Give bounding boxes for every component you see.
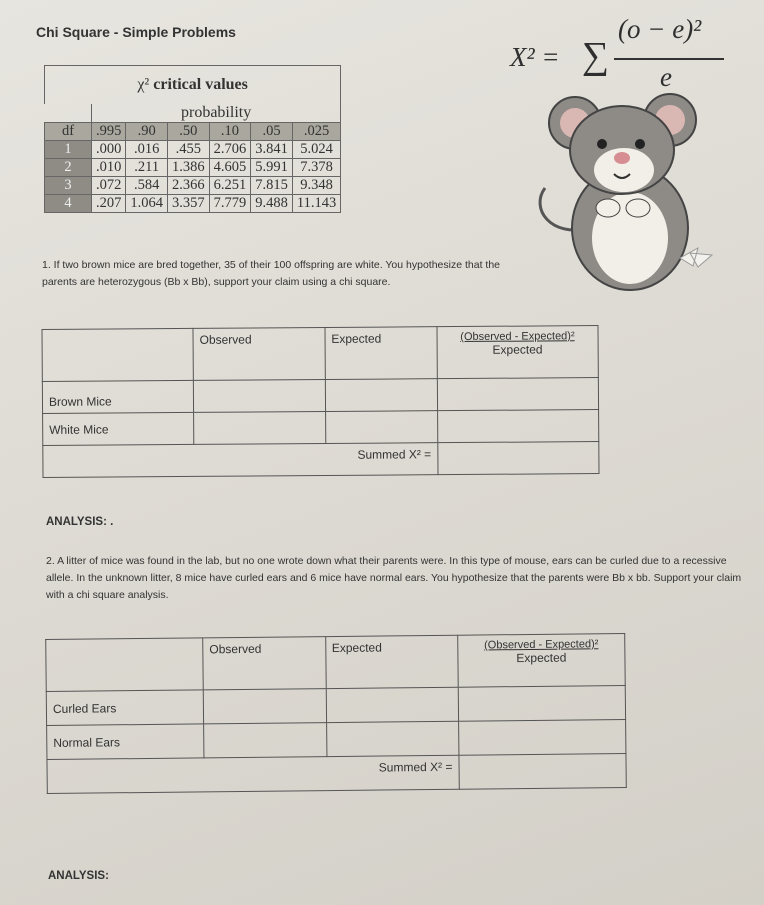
- row-label: Normal Ears: [47, 724, 204, 760]
- summed-cell[interactable]: [459, 753, 626, 789]
- value-cell: 7.779: [209, 195, 251, 213]
- value-cell: .211: [126, 159, 168, 177]
- result-cell[interactable]: [458, 685, 625, 721]
- observed-cell[interactable]: [203, 689, 326, 724]
- result-cell[interactable]: [437, 410, 598, 443]
- value-cell: 5.991: [251, 159, 293, 177]
- value-cell: .016: [126, 141, 168, 159]
- question-1-table: [41, 325, 599, 478]
- question-2-text: 2. A litter of mice was found in the lab, but no one wrote down what their parents were. In this type of mouse, ears can be curled due to a recessive allele. In the unknown litter, 8 mice have curled ears and 6 mice have normal ears. You hypothesize that the parents were Bb x bb. Support your claim with a chi square analysis.: [46, 555, 742, 601]
- observed-cell[interactable]: [204, 723, 327, 758]
- question-1-text: 1. If two brown mice are bred together, 35 of their 100 offspring are white. You hypothesize that the parents are heterozygous (Bb x Bb), support your claim using a chi square.: [42, 259, 501, 288]
- analysis-label-1: ANALYSIS: .: [46, 516, 114, 528]
- formula-numerator: (o − e)²: [618, 14, 702, 44]
- critical-row: [45, 177, 341, 195]
- df-cell: 3: [45, 177, 92, 195]
- result-cell[interactable]: [458, 719, 625, 755]
- value-cell: 9.348: [292, 177, 340, 195]
- expected-cell[interactable]: [325, 411, 437, 444]
- analysis-label-2: ANALYSIS:: [48, 870, 109, 882]
- prob-cell: .50: [168, 123, 210, 141]
- fraction-bar: [614, 58, 724, 60]
- value-cell: .010: [92, 159, 126, 177]
- value-cell: 3.357: [168, 195, 210, 213]
- row-label: Curled Ears: [46, 690, 203, 726]
- value-cell: 11.143: [292, 195, 340, 213]
- formula-header: [437, 326, 599, 379]
- expected-header: Expected: [325, 635, 458, 688]
- mouse-illustration: [520, 78, 735, 293]
- question-2-table: [45, 633, 627, 794]
- critical-row: [45, 141, 341, 159]
- prob-cell: .025: [292, 123, 340, 141]
- observed-header: Observed: [203, 637, 326, 690]
- page-title: Chi Square - Simple Problems: [36, 24, 236, 40]
- formula-denominator: e: [660, 62, 672, 92]
- formula-header-numerator: (Observed - Expected)²: [460, 330, 575, 344]
- df-cell: 4: [45, 195, 92, 213]
- df-header: df: [45, 123, 92, 141]
- summed-label: Summed X² =: [47, 755, 459, 793]
- value-cell: 9.488: [251, 195, 293, 213]
- value-cell: 5.024: [292, 141, 340, 159]
- value-cell: .207: [92, 195, 126, 213]
- prob-cell: .90: [126, 123, 168, 141]
- formula-header-denominator: Expected: [516, 650, 567, 666]
- expected-cell[interactable]: [326, 687, 459, 722]
- row-label: Brown Mice: [42, 380, 193, 413]
- formula-header-numerator: (Observed - Expected)²: [484, 638, 599, 652]
- prob-cell: .995: [92, 123, 126, 141]
- value-cell: 1.386: [168, 159, 210, 177]
- corner-cell: [46, 638, 204, 692]
- probability-row: [45, 123, 341, 141]
- critical-values-table: [44, 65, 341, 213]
- summed-cell[interactable]: [438, 442, 599, 475]
- df-cell: 2: [45, 159, 92, 177]
- critical-table-title: [45, 66, 341, 105]
- chi-symbol: χ²: [137, 76, 150, 93]
- value-cell: .000: [92, 141, 126, 159]
- formula-lhs: X² =: [510, 42, 560, 72]
- value-cell: .584: [126, 177, 168, 195]
- critical-table-title-text: critical values: [153, 76, 248, 93]
- summed-label: Summed X² =: [43, 443, 438, 478]
- value-cell: .455: [168, 141, 210, 159]
- value-cell: 7.378: [292, 159, 340, 177]
- result-cell[interactable]: [437, 378, 598, 411]
- value-cell: 4.605: [209, 159, 251, 177]
- observed-cell[interactable]: [194, 411, 326, 444]
- value-cell: 2.706: [209, 141, 251, 159]
- sigma-symbol: ∑: [582, 35, 610, 77]
- prob-cell: .10: [209, 123, 251, 141]
- row-label: White Mice: [43, 412, 194, 445]
- value-cell: 3.841: [251, 141, 293, 159]
- expected-cell[interactable]: [325, 379, 437, 412]
- prob-cell: .05: [251, 123, 293, 141]
- value-cell: .072: [92, 177, 126, 195]
- value-cell: 1.064: [126, 195, 168, 213]
- df-cell: 1: [45, 141, 92, 159]
- expected-header: Expected: [325, 327, 437, 380]
- value-cell: 6.251: [209, 177, 251, 195]
- formula-header: [458, 633, 626, 687]
- corner-cell: [42, 328, 193, 381]
- critical-row: [45, 159, 341, 177]
- value-cell: 7.815: [251, 177, 293, 195]
- expected-cell[interactable]: [326, 721, 459, 756]
- formula-header-denominator: Expected: [492, 342, 543, 357]
- value-cell: 2.366: [168, 177, 210, 195]
- probability-label: probability: [92, 104, 341, 123]
- observed-header: Observed: [193, 327, 325, 380]
- observed-cell[interactable]: [193, 379, 325, 412]
- critical-row: [45, 195, 341, 213]
